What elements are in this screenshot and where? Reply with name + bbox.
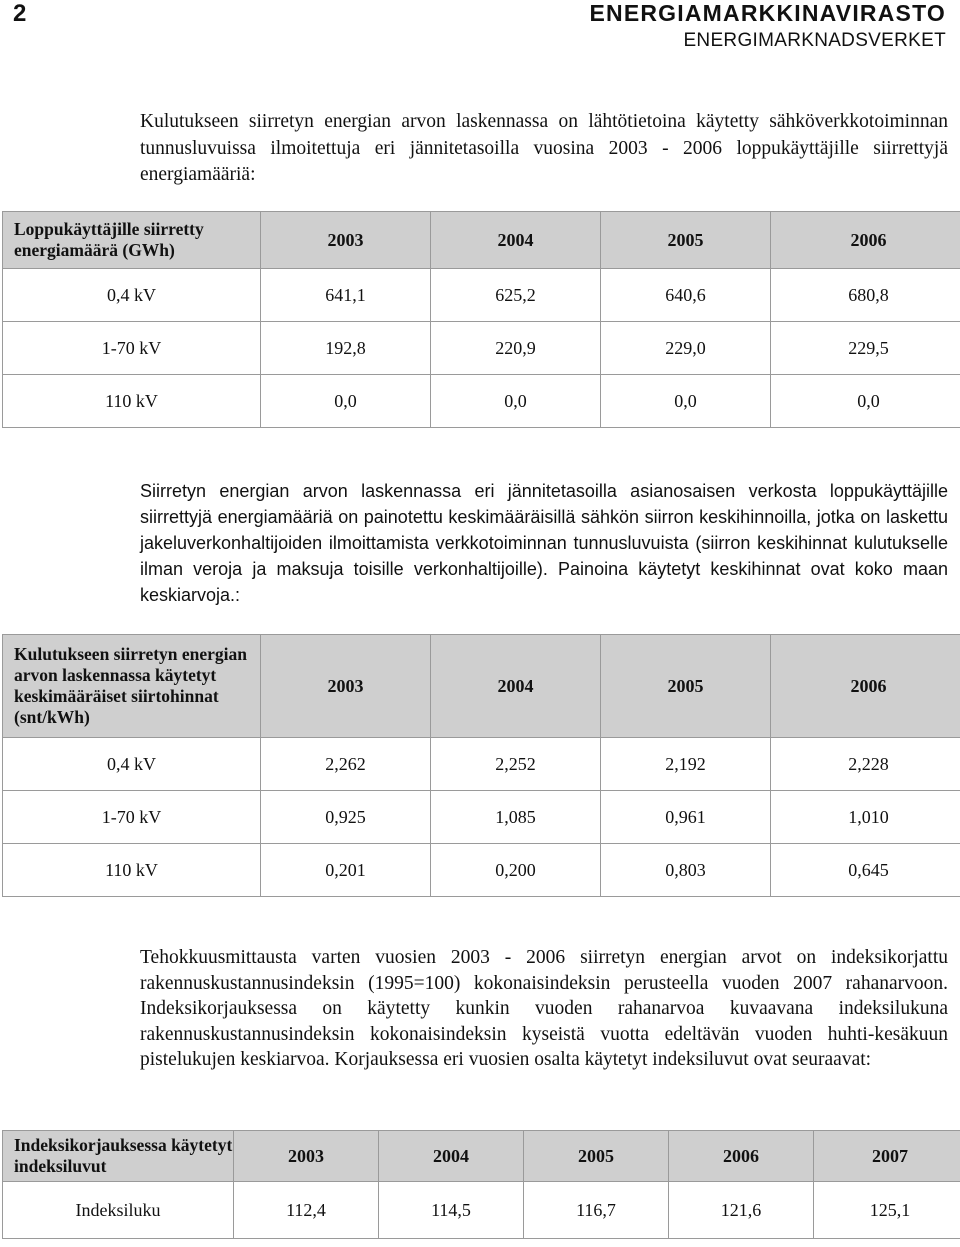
year-header: 2005: [601, 635, 771, 738]
value-cell: 229,5: [771, 322, 960, 375]
year-header: 2004: [379, 1131, 524, 1182]
value-cell: 0,201: [261, 844, 431, 897]
value-cell: 680,8: [771, 269, 960, 322]
value-cell: 640,6: [601, 269, 771, 322]
table-header-label: Indeksikorjauksessa käytetyt indeksiluvut: [3, 1131, 234, 1182]
table-header-label: Loppukäyttäjille siirretty energiamäärä (GWh): [3, 212, 261, 269]
table-header-row: [3, 212, 960, 269]
year-header: 2003: [261, 212, 431, 269]
table-row: [3, 738, 960, 791]
table-row: [3, 375, 960, 428]
year-header: 2006: [771, 212, 960, 269]
value-cell: 641,1: [261, 269, 431, 322]
voltage-level-cell: 110 kV: [3, 375, 261, 428]
value-cell: 0,0: [261, 375, 431, 428]
value-cell: 125,1: [814, 1182, 960, 1239]
value-cell: 0,0: [771, 375, 960, 428]
value-cell: 2,262: [261, 738, 431, 791]
year-header: 2006: [669, 1131, 814, 1182]
table-header-row: [3, 635, 960, 738]
year-header: 2003: [261, 635, 431, 738]
energy-volume-table: [2, 211, 960, 428]
value-cell: 121,6: [669, 1182, 814, 1239]
value-cell: 625,2: [431, 269, 601, 322]
value-cell: 116,7: [524, 1182, 669, 1239]
value-cell: 1,010: [771, 791, 960, 844]
value-cell: 0,645: [771, 844, 960, 897]
value-cell: 2,228: [771, 738, 960, 791]
index-row-label: Indeksiluku: [3, 1182, 234, 1239]
paragraph-index-correction: Tehokkuusmittausta varten vuosien 2003 - 2006 siirretyn energian arvot on indeksikorjattu rakennuskustannusindeksin (1995=100) kokonaisindeksin perusteella vuoden 2007 rahanarvoon. Indeksikorjauksessa on käytetty kunkin vuoden rahanarvoa kuvaavana indeksilukuna rakennuskustannusindeksin kokonaisindeksin kyseistä vuotta edeltävän vuoden huhti-kesäkuun pistelukujen keskiarvoa. Korjauksessa eri vuosien osalta käytetyt indeksiluvut ovat seuraavat:: [140, 947, 948, 1070]
year-header: 2007: [814, 1131, 960, 1182]
voltage-level-cell: 110 kV: [3, 844, 261, 897]
paragraph-energy-intro: Kulutukseen siirretyn energian arvon laskennassa on lähtötietoina käytetty sähköverkkotoiminnan tunnusluvuissa ilmoitettuja eri jännitetasoilla vuosina 2003 - 2006 loppukäyttäjille siirrettyjä energiamääriä:: [140, 111, 948, 185]
year-header: 2006: [771, 635, 960, 738]
year-header: 2005: [524, 1131, 669, 1182]
table-row: [3, 791, 960, 844]
voltage-level-cell: 1-70 kV: [3, 322, 261, 375]
value-cell: 229,0: [601, 322, 771, 375]
table-header-label: Kulutukseen siirretyn energian arvon laskennassa käytetyt keskimääräiset siirtohinnat (snt/kWh): [3, 635, 261, 738]
value-cell: 0,0: [431, 375, 601, 428]
value-cell: 0,925: [261, 791, 431, 844]
organization-name: ENERGIAMARKKINAVIRASTO: [589, 0, 946, 26]
year-header: 2004: [431, 212, 601, 269]
table-row: [3, 322, 960, 375]
value-cell: 2,252: [431, 738, 601, 791]
table-row: [3, 269, 960, 322]
value-cell: 0,961: [601, 791, 771, 844]
transmission-price-table: [2, 634, 960, 897]
value-cell: 220,9: [431, 322, 601, 375]
year-header: 2003: [234, 1131, 379, 1182]
value-cell: 112,4: [234, 1182, 379, 1239]
voltage-level-cell: 1-70 kV: [3, 791, 261, 844]
table-row: [3, 1182, 960, 1239]
value-cell: 2,192: [601, 738, 771, 791]
year-header: 2004: [431, 635, 601, 738]
year-header: 2005: [601, 212, 771, 269]
table-header-row: [3, 1131, 960, 1182]
value-cell: 0,200: [431, 844, 601, 897]
value-cell: 1,085: [431, 791, 601, 844]
voltage-level-cell: 0,4 kV: [3, 738, 261, 791]
value-cell: 0,0: [601, 375, 771, 428]
value-cell: 192,8: [261, 322, 431, 375]
organization-name-swedish: ENERGIMARKNADSVERKET: [683, 30, 946, 51]
voltage-level-cell: 0,4 kV: [3, 269, 261, 322]
index-table: [2, 1130, 960, 1239]
paragraph-price-weighting: Siirretyn energian arvon laskennassa eri jännitetasoilla asianosaisen verkosta loppukäyttäjille siirrettyjä energiamääriä on painotettu keskimääräisillä sähkön siirron keskihinnoilla, jotka on laskettu jakeluverkonhaltijoiden ilmoittamista verkkotoiminnan tunnusluvuista (siirron keskihinnat kulutukselle ilman veroja ja maksuja toisille verkonhaltijoille). Painoina käytetyt keskihinnat ovat koko maan keskiarvoja.:: [140, 481, 948, 605]
value-cell: 114,5: [379, 1182, 524, 1239]
value-cell: 0,803: [601, 844, 771, 897]
page-number: 2: [13, 0, 27, 27]
table-row: [3, 844, 960, 897]
